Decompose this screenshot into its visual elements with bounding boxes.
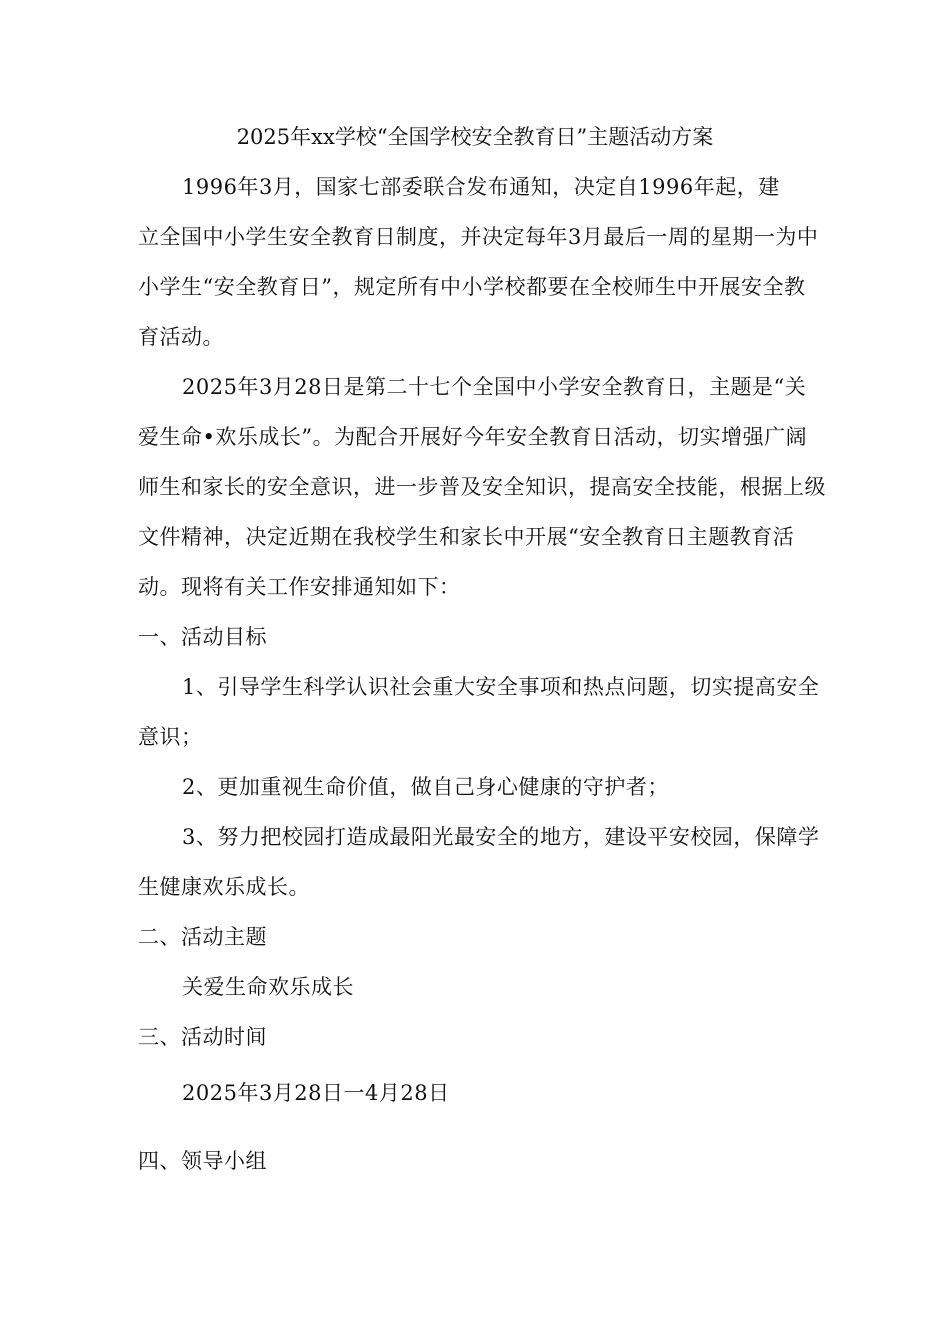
section2-heading: 二、活动主题 — [138, 925, 267, 949]
intro-line-3: 小学生“安全教育日”，规定所有中小学校都要在全校师生中开展安全教 — [138, 275, 806, 299]
section3-content: 2025年3月28日一4月28日 — [182, 1081, 450, 1105]
intro-line-4: 育活动。 — [138, 325, 224, 349]
para2-line-4: 文件精神，决定近期在我校学生和家长中开展“安全教育日主题教育活 — [138, 525, 795, 549]
para2-line-5: 动。现将有关工作安排通知如下： — [138, 575, 461, 599]
section1-heading: 一、活动目标 — [138, 625, 267, 649]
para2-line-3: 师生和家长的安全意识，进一步普及安全知识，提高安全技能，根据上级 — [138, 475, 826, 499]
document-title: 2025年xx学校“全国学校安全教育日”主题活动方案 — [236, 125, 714, 149]
section3-heading: 三、活动时间 — [138, 1025, 267, 1049]
para2-line-2: 爱生命•欢乐成长”。为配合开展好今年安全教育日活动，切实增强广阔 — [138, 425, 808, 449]
section2-content: 关爱生命欢乐成长 — [182, 975, 354, 999]
goal1-line-1: 1、引导学生科学认识社会重大安全事项和热点问题，切实提高安全 — [182, 675, 820, 699]
para2-line-1: 2025年3月28日是第二十七个全国中小学安全教育日，主题是“关 — [182, 375, 807, 399]
intro-line-2: 立全国中小学生安全教育日制度，并决定每年3月最后一周的星期一为中 — [138, 225, 819, 249]
section4-heading: 四、领导小组 — [138, 1149, 267, 1173]
goal2-line-1: 2、更加重视生命价值，做自己身心健康的守护者； — [182, 775, 669, 799]
goal3-line-2: 生健康欢乐成长。 — [138, 875, 310, 899]
intro-line-1: 1996年3月，国家七部委联合发布通知，决定自1996年起，建 — [182, 175, 780, 199]
goal1-line-2: 意识； — [138, 725, 203, 749]
goal3-line-1: 3、努力把校园打造成最阳光最安全的地方，建设平安校园，保障学 — [182, 825, 820, 849]
